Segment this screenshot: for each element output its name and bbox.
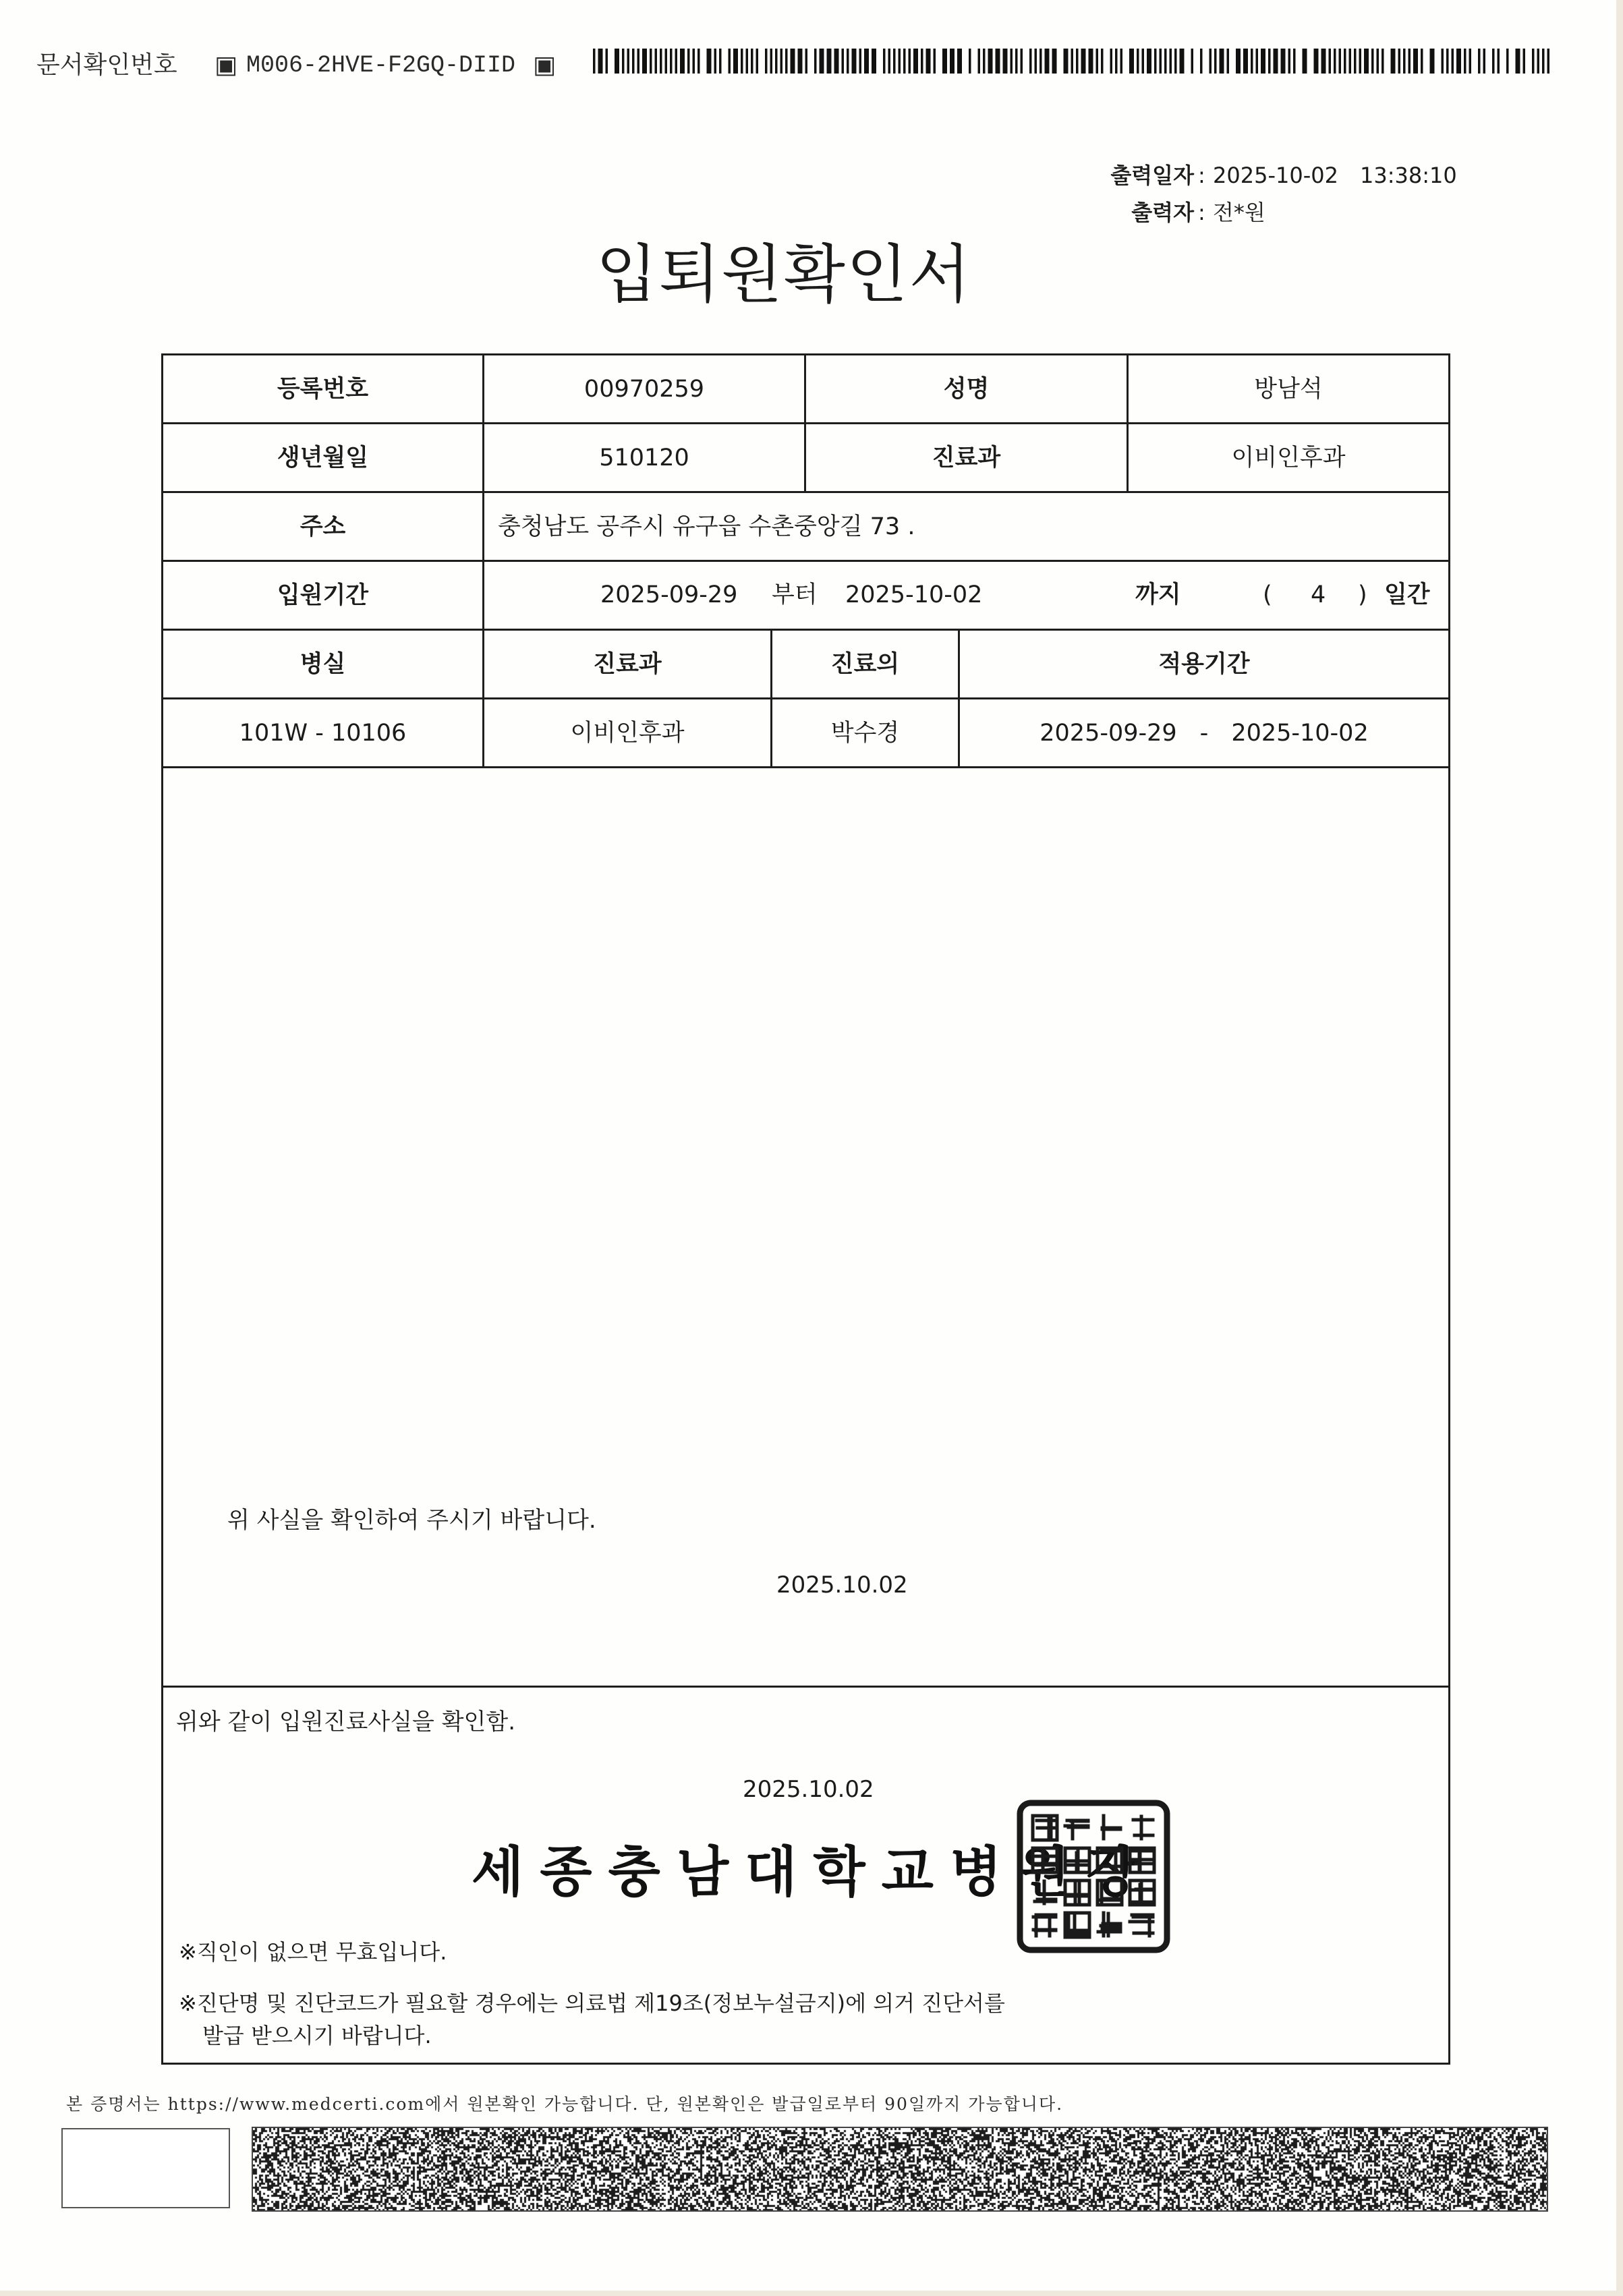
doc-confirm-marker-left: ▣	[215, 51, 238, 79]
table-row-registration	[163, 355, 1448, 424]
table-row-ward	[163, 699, 1448, 768]
table-row-address	[163, 493, 1448, 562]
table-row-birth	[163, 424, 1448, 493]
dept-value: 이비인후과	[1231, 444, 1346, 471]
ward-period-range	[1040, 720, 1368, 747]
request-date: 2025.10.02	[776, 1572, 908, 1599]
ward-dept-value: 이비인후과	[484, 699, 772, 766]
confirmation-date: 2025.10.02	[743, 1776, 874, 1803]
print-date: 2025-10-02	[1213, 163, 1338, 188]
birth-label: 생년월일	[163, 424, 484, 491]
reg-no-label: 등록번호	[163, 355, 484, 422]
name-value: 방남석	[1254, 375, 1323, 403]
note-diagnosis-line1: ※진단명 및 진단코드가 필요할 경우에는 의료법 제19조(정보누설금지)에 의거 진단서를	[179, 1990, 1005, 2016]
admission-paren-close: )	[1358, 581, 1367, 608]
admission-label: 입원기간	[163, 562, 484, 629]
confirmation-area	[163, 1688, 1448, 2063]
verification-2d-code	[252, 2127, 1548, 2212]
ward-period-value	[960, 699, 1448, 766]
admission-start: 2025-09-29	[600, 581, 738, 608]
doc-confirm-marker-right: ▣	[533, 51, 557, 79]
admission-period	[484, 562, 1448, 629]
issuer-name: 세종충남대학교병원장	[472, 1840, 1155, 1903]
note-diagnosis-line2: 발급 받으시기 바랍니다.	[202, 2023, 432, 2048]
print-date-colon: :	[1198, 163, 1205, 188]
doc-confirm-number: M006-2HVE-F2GQ-DIID	[246, 52, 516, 79]
ward-period-separator: -	[1199, 719, 1209, 747]
address-value: 충청남도 공주시 유구읍 수촌중앙길 73 .	[498, 513, 915, 540]
confirmation-statement: 위와 같이 입원진료사실을 확인함.	[176, 1709, 516, 1735]
ward-period-header: 적용기간	[1158, 650, 1250, 678]
certificate-table	[161, 353, 1450, 2065]
print-date-label: 출력일자	[1110, 163, 1194, 188]
note-seal-required: ※직인이 없으면 무효입니다.	[179, 1939, 447, 1965]
table-row-ward-header	[163, 631, 1448, 699]
hospital-seal	[1015, 1798, 1172, 1955]
print-time: 13:38:10	[1360, 163, 1457, 188]
admission-days-label: 일간	[1384, 581, 1430, 608]
ward-period-start: 2025-09-29	[1040, 719, 1177, 747]
ward-period-end: 2025-10-02	[1231, 719, 1369, 747]
doc-confirm-label: 문서확인번호	[36, 51, 177, 79]
page-title: 입퇴원확인서	[596, 238, 972, 312]
dept-label: 진료과	[806, 424, 1129, 491]
admission-days: 4	[1311, 581, 1326, 608]
admission-to-label: 까지	[1135, 581, 1181, 608]
remarks-area	[163, 768, 1448, 1688]
table-row-admission	[163, 562, 1448, 631]
ward-doctor-header: 진료의	[772, 631, 960, 697]
ward-room-header: 병실	[163, 631, 484, 697]
birth-value: 510120	[484, 424, 806, 491]
printer-name: 전*원	[1213, 200, 1265, 225]
address-label: 주소	[163, 493, 484, 560]
document-barcode	[593, 49, 1553, 74]
admission-paren-open: (	[1263, 581, 1272, 608]
ward-room-value: 101W - 10106	[163, 699, 484, 766]
admission-end: 2025-10-02	[845, 581, 983, 608]
verification-notice: 본 증명서는 https://www.medcerti.com에서 원본확인 가능합니다. 단, 원본확인은 발급일로부터 90일까지 가능합니다.	[66, 2094, 1064, 2114]
ward-dept-header: 진료과	[484, 631, 772, 697]
printer-label: 출력자	[1131, 200, 1194, 225]
admission-from-label: 부터	[772, 581, 818, 608]
verification-box	[61, 2128, 230, 2208]
ward-doctor-value: 박수경	[772, 699, 960, 766]
printer-colon: :	[1198, 200, 1205, 225]
reg-no-value: 00970259	[484, 355, 806, 422]
request-text: 위 사실을 확인하여 주시기 바랍니다.	[227, 1507, 596, 1534]
name-label: 성명	[806, 355, 1129, 422]
